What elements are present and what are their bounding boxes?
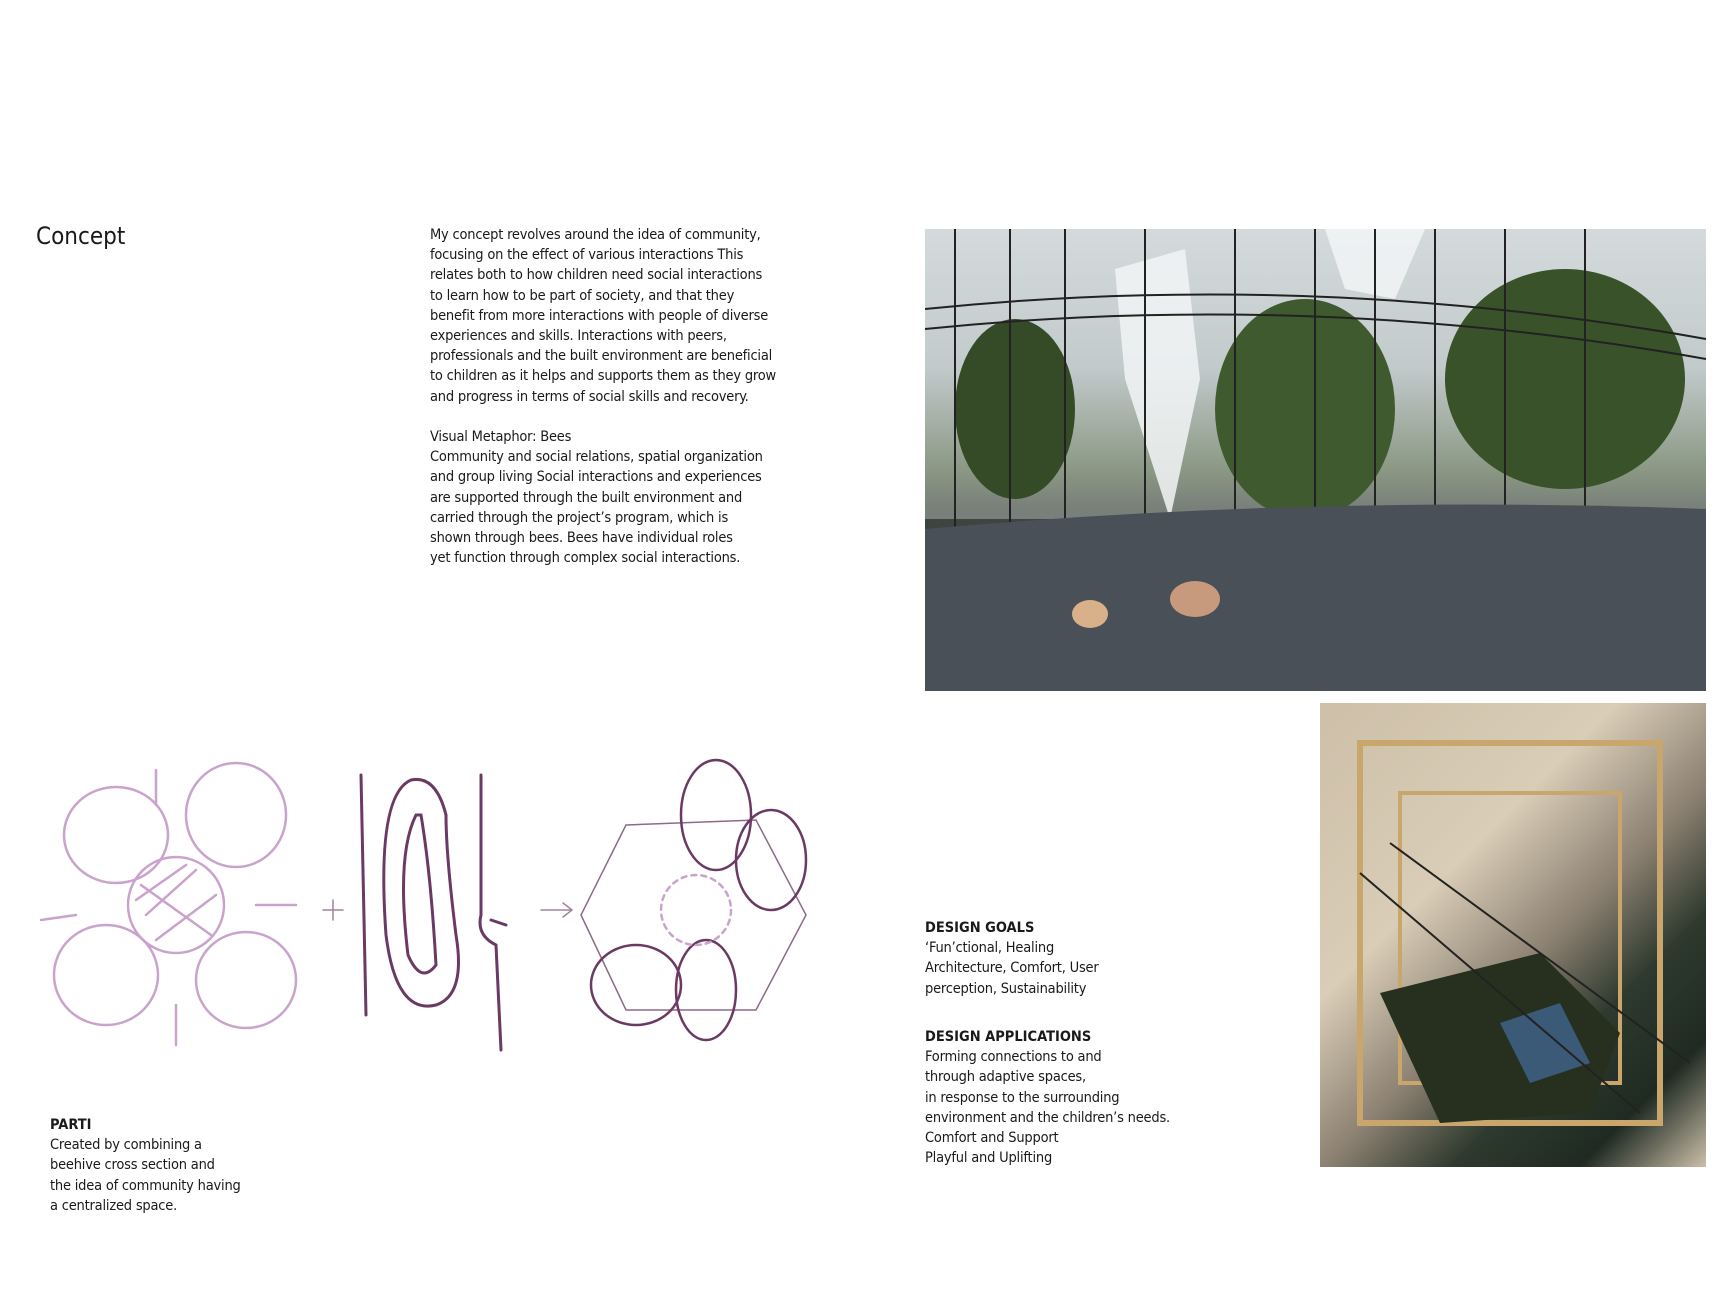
flower-sketch bbox=[41, 763, 296, 1045]
beehive-sketch bbox=[361, 775, 506, 1050]
arrow-icon bbox=[541, 903, 572, 917]
pool-rendering-image bbox=[925, 229, 1706, 691]
visual-metaphor-section bbox=[430, 427, 830, 568]
design-goals-heading: DESIGN GOALS bbox=[925, 920, 1035, 936]
atrium-rendering-illustration bbox=[1320, 703, 1706, 1167]
design-applications-heading: DESIGN APPLICATIONS bbox=[925, 1029, 1092, 1045]
plus-sign bbox=[323, 900, 343, 920]
design-goals-section bbox=[925, 918, 1225, 999]
parti-heading: PARTI bbox=[50, 1117, 92, 1133]
parti-text: Created by combining a beehive cross section and the idea of community having a centralized space. bbox=[50, 1137, 241, 1214]
concept-description: My concept revolves around the idea of community, focusing on the effect of various interactions This relates both to how children need social interactions to learn how to be part of society, and that they benefit from more interactions with people of diverse experiences and skills. Interactions with peers, professionals and the built environment are beneficial to children as it helps and supports them as they grow and progress in terms of social skills and recovery. bbox=[430, 227, 776, 405]
design-applications-text: Forming connections to and through adaptive spaces, in response to the surrounding environment and the children’s needs. Comfort and Support Playful and Uplifting bbox=[925, 1049, 1170, 1167]
metaphor-heading: Visual Metaphor: Bees bbox=[430, 429, 572, 445]
atrium-rendering-image bbox=[1320, 703, 1706, 1167]
combined-sketch bbox=[581, 760, 806, 1040]
pool-rendering-illustration bbox=[925, 229, 1706, 691]
parti-sketches bbox=[36, 755, 826, 1069]
parti-section bbox=[50, 1115, 290, 1216]
page-title: Concept bbox=[36, 222, 126, 250]
design-goals-text: ‘Fun’ctional, Healing Architecture, Comfort, User perception, Sustainability bbox=[925, 940, 1099, 997]
metaphor-description: Community and social relations, spatial organization and group living Social interactions and experiences are supported through the built environment and carried through the project’s program, which is shown through bees. Bees have individual roles yet function through complex social interactions. bbox=[430, 449, 763, 567]
design-applications-section bbox=[925, 1027, 1245, 1168]
